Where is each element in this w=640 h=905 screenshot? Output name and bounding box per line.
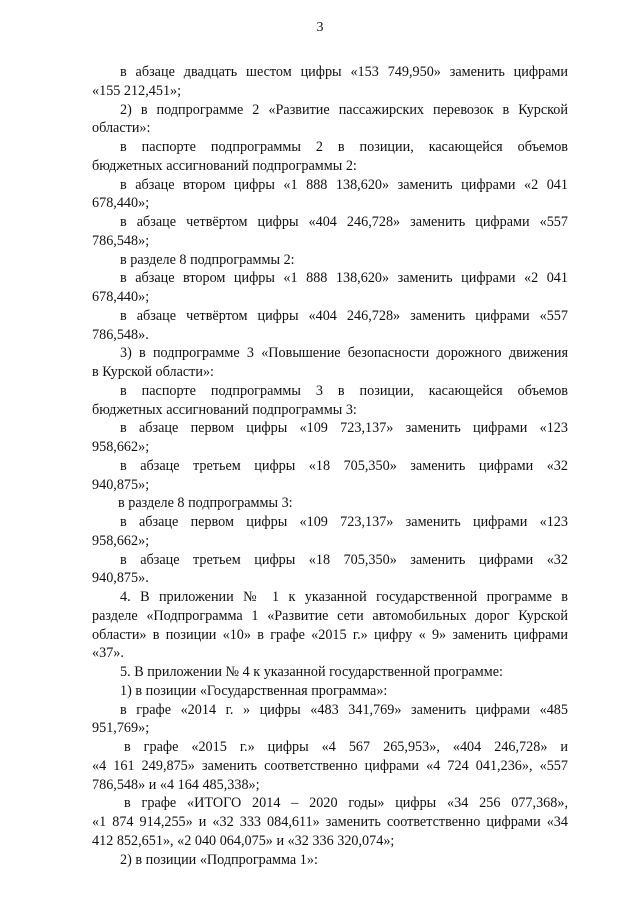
text-line: в абзаце третьем цифры «18 705,350» заменить цифрами «32 [120, 457, 568, 474]
text-line: 5. В приложении № 4 к указанной государственной программе: [120, 664, 503, 680]
document-body [92, 63, 568, 869]
text-line: 412 852,651», «2 040 064,075» и «32 336 320,074»; [92, 832, 395, 849]
text-line: в абзаце втором цифры «1 888 138,620» заменить цифрами «2 041 [120, 176, 568, 193]
text-line: в паспорте подпрограммы 3 в позиции, касающейся объемов [120, 382, 568, 399]
text-line: 678,440»; [92, 195, 150, 212]
page-number: 3 [316, 20, 324, 35]
text-line: области» в позиции «10» в графе «2015 г.» цифру « 9» заменить цифрами [92, 626, 568, 643]
text-line: 786,548». [92, 326, 149, 343]
text-line: бюджетных ассигнований подпрограммы 2: [92, 157, 357, 174]
text-line: в абзаце третьем цифры «18 705,350» заменить цифрами «32 [120, 551, 568, 568]
text-line: в абзаце первом цифры «109 723,137» заменить цифрами «123 [120, 420, 568, 437]
text-line: в графе «2014 г. » цифры «483 341,769» заменить цифрами «485 [120, 701, 568, 718]
text-line: 3) в подпрограмме 3 «Повышение безопасности дорожного движения [120, 345, 568, 362]
text-line: 958,662»; [92, 532, 150, 549]
text-line: «4 161 249,875» заменить соответственно цифрами «4 724 041,236», «557 [92, 757, 568, 774]
text-line: «37». [92, 645, 124, 662]
text-line: в абзаце первом цифры «109 723,137» заменить цифрами «123 [120, 514, 568, 530]
text-line: 4. В приложении № 1 к указанной государственной программе в [120, 589, 568, 605]
text-line: в графе «ИТОГО 2014 – 2020 годы» цифры «34 256 077,368», [124, 795, 568, 812]
text-line: 940,875»; [92, 476, 150, 493]
text-line: 958,662»; [92, 439, 150, 455]
text-line: 678,440»; [92, 289, 150, 305]
text-line: 1) в позиции «Государственная программа»: [120, 682, 388, 699]
text-line: в разделе 8 подпрограммы 2: [120, 251, 295, 268]
text-line: 786,548» и «4 164 485,338»; [92, 776, 260, 793]
text-line: «155 212,451»; [92, 82, 182, 99]
text-line: 2) в позиции «Подпрограмма 1»: [120, 851, 318, 868]
text-line: в абзаце втором цифры «1 888 138,620» заменить цифрами «2 041 [120, 270, 568, 287]
text-line: бюджетных ассигнований подпрограммы 3: [92, 401, 357, 418]
text-line: в абзаце четвёртом цифры «404 246,728» заменить цифрами «557 [120, 214, 568, 230]
text-line: 786,548»; [92, 232, 150, 249]
text-line: области»: [92, 120, 151, 137]
text-line: 951,769»; [92, 720, 150, 737]
text-line: «1 874 914,255» и «32 333 084,611» заменить соответственно цифрами «34 [92, 814, 568, 830]
text-line: в графе «2015 г.» цифры «4 567 265,953», «404 246,728» и [124, 739, 568, 755]
text-line: 2) в подпрограмме 2 «Развитие пассажирских перевозок в Курской [120, 101, 568, 118]
text-line: 940,875». [92, 570, 149, 587]
text-line: в абзаце четвёртом цифры «404 246,728» заменить цифрами «557 [120, 307, 568, 324]
text-line: в абзаце двадцать шестом цифры «153 749,950» заменить цифрами [120, 64, 568, 80]
text-line: в паспорте подпрограммы 2 в позиции, касающейся объемов [120, 139, 568, 155]
text-line: разделе «Подпрограмма 1 «Развитие сети автомобильных дорог Курской [92, 607, 568, 624]
text-line: в Курской области»: [92, 364, 214, 380]
text-line: в разделе 8 подпрограммы 3: [118, 495, 293, 512]
